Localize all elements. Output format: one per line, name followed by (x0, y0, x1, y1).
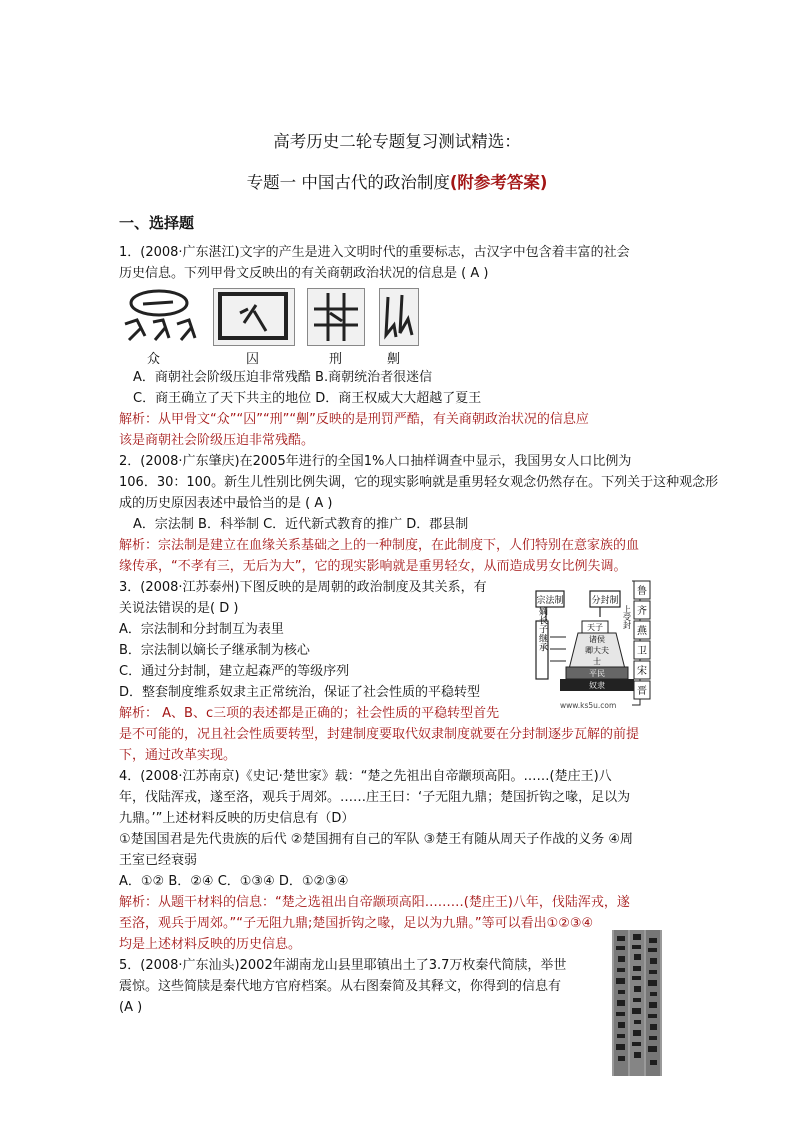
diagram-zongfa-label: 宗法制 (536, 596, 564, 606)
q3-explanation-2: 是不可能的，况且社会性质要转型，封建制度要取代奴隶制度就要在分封制逐步瓦解的前提 (119, 727, 640, 742)
q5-line-1: 5．(2008·广东汕头)2002年湖南龙山县里耶镇出土了3.7万枚秦代简牍，举世 (119, 958, 567, 973)
q4-line-5: 王室已经衰弱 (119, 853, 198, 868)
q5-line-2: 震惊。这些简牍是秦代地方官府档案。从右图秦简及其释文，你得到的信息有 (119, 979, 562, 994)
q3-option-b: B．宗法制以嫡长子继承制为核心 (119, 643, 310, 658)
q1-line-2: 历史信息。下列甲骨文反映出的有关商朝政治状况的信息是 ( A ) (119, 266, 489, 281)
state-3: 燕 (637, 626, 647, 637)
page-title: 高考历史二轮专题复习测试精选： (273, 132, 521, 151)
q2-explanation-2: 缘传承，“不孝有三，无后为大”，它的现实影响就是重男轻女，从而造成男女比例失调。 (119, 559, 627, 574)
oracle-glyph-zhong (119, 288, 201, 344)
diagram-watermark: www.ks5u.com (560, 701, 617, 710)
q4-line-3: 九鼎。’”上述材料反映的历史信息有（D） (119, 811, 355, 826)
oracle-glyph-qiu (213, 288, 295, 346)
glyph-label-4: 劓 (387, 352, 401, 367)
q4-explanation-3: 均是上述材料反映的历史信息。 (119, 937, 302, 952)
q2-line-3: 成的历史原因表述中最恰当的是 ( A ) (119, 496, 333, 511)
oracle-glyph-xing (307, 288, 365, 346)
zhou-system-diagram (530, 577, 654, 711)
state-1: 鲁 (637, 586, 647, 597)
diagram-dizhang-label: 嫡长子继承 (537, 606, 547, 652)
qin-bamboo-slip-image (612, 930, 662, 1076)
diagram-fenfeng-label: 分封制 (591, 596, 619, 606)
q1-explanation-1: 解析：从甲骨文“众”“囚”“刑”“劓”反映的是刑罚严酷，有关商朝政治状况的信息应 (119, 412, 589, 427)
glyph-label-1: 众 (147, 352, 161, 367)
state-4: 卫 (637, 646, 647, 657)
glyph-label-2: 囚 (246, 352, 260, 367)
q3-explanation-1: 解析： A、B、c三项的表述都是正确的；社会性质的平稳转型首先 (119, 706, 500, 721)
q3-line-2: 关说法错误的是( D ) (119, 601, 239, 616)
q4-line-2: 年，伐陆浑戎，遂至洛，观兵于周郊。……庄王曰：‘子无阻九鼎；楚国折钩之喙，足以为 (119, 790, 631, 805)
q2-line-1: 2．(2008·广东肇庆)在2005年进行的全国1%人口抽样调查中显示，我国男女人口比例为 (119, 454, 632, 469)
subtitle-answer-note: (附参考答案) (449, 173, 548, 192)
q4-explanation-2: 至洛，观兵于周郊。”“子无阻九鼎;楚国折钩之喙，足以为九鼎。”等可以看出①②③④ (119, 916, 594, 931)
q1-options-ab: A．商朝社会阶级压迫非常残酷 B.商朝统治者很迷信 (133, 370, 433, 385)
pyramid-level-2: 诸侯 (589, 635, 605, 644)
pyramid-level-6: 奴隶 (589, 681, 605, 690)
q2-explanation-1: 解析：宗法制是建立在血缘关系基础之上的一种制度，在此制度下，人们特别在意家族的血 (119, 538, 640, 553)
q3-explanation-3: 下，通过改革实现。 (119, 748, 237, 763)
q2-options: A．宗法制 B．科举制 C．近代新式教育的推广 D．郡县制 (133, 517, 469, 532)
q1-explanation-2: 该是商朝社会阶级压迫非常残酷。 (119, 433, 315, 448)
q4-explanation-1a: 解析：从题干材料的信息： (119, 895, 276, 910)
q3-option-c: C．通过分封制，建立起森严的等级序列 (119, 664, 350, 679)
oracle-glyph-yi (379, 288, 419, 346)
pyramid-level-3: 卿大夫 (585, 646, 609, 655)
q4-line-4: ①楚国国君是先代贵族的后代 ②楚国拥有自己的军队 ③楚王有随从周天子作战的义务 ④周 (119, 832, 634, 847)
state-5: 宋 (637, 666, 647, 677)
q3-option-d: D．整套制度维系奴隶主正常统治，保证了社会性质的平稳转型 (119, 685, 481, 700)
pyramid-level-4: 士 (593, 657, 601, 666)
section-heading: 一、选择题 (119, 214, 195, 232)
subtitle-main: 专题一 中国古代的政治制度 (246, 173, 450, 192)
q4-explanation-1 (119, 893, 630, 913)
q1-line-1: 1．(2008·广东湛江)文字的产生是进入文明时代的重要标志，古汉字中包含着丰富的社会 (119, 245, 630, 260)
q2-line-2: 106．30：100。新生儿性别比例失调，它的现实影响就是重男轻女观念仍然存在。下列关于这种观念形 (119, 475, 719, 490)
pyramid-level-5: 平民 (589, 669, 605, 678)
q3-option-a: A．宗法制和分封制互为表里 (119, 622, 284, 637)
pyramid-level-1: 天子 (587, 623, 603, 632)
glyph-label-3: 刑 (329, 352, 343, 367)
q4-options: A．①② B．②④ C．①③④ D．①②③④ (119, 874, 349, 889)
q4-line-1: 4．(2008·江苏南京)《史记·楚世家》载：“楚之先祖出自帝颛顼高阳。……(楚庄王)八 (119, 769, 612, 784)
page-subtitle (0, 169, 794, 193)
q5-line-3: (A ) (119, 1000, 143, 1015)
state-6: 晋 (637, 686, 647, 697)
diagram-shoufeng-label: 上受封 (622, 605, 632, 629)
q4-explanation-1b: “楚之选祖出自帝颛顼高阳………(楚庄王)八年，伐陆浑戎，遂 (275, 895, 630, 910)
q3-line-1: 3．(2008·江苏泰州)下图反映的是周朝的政治制度及其关系，有 (119, 580, 487, 595)
q1-options-cd: C．商王确立了天下共主的地位 D．商王权威大大超越了夏王 (133, 391, 482, 406)
state-2: 齐 (637, 606, 647, 617)
